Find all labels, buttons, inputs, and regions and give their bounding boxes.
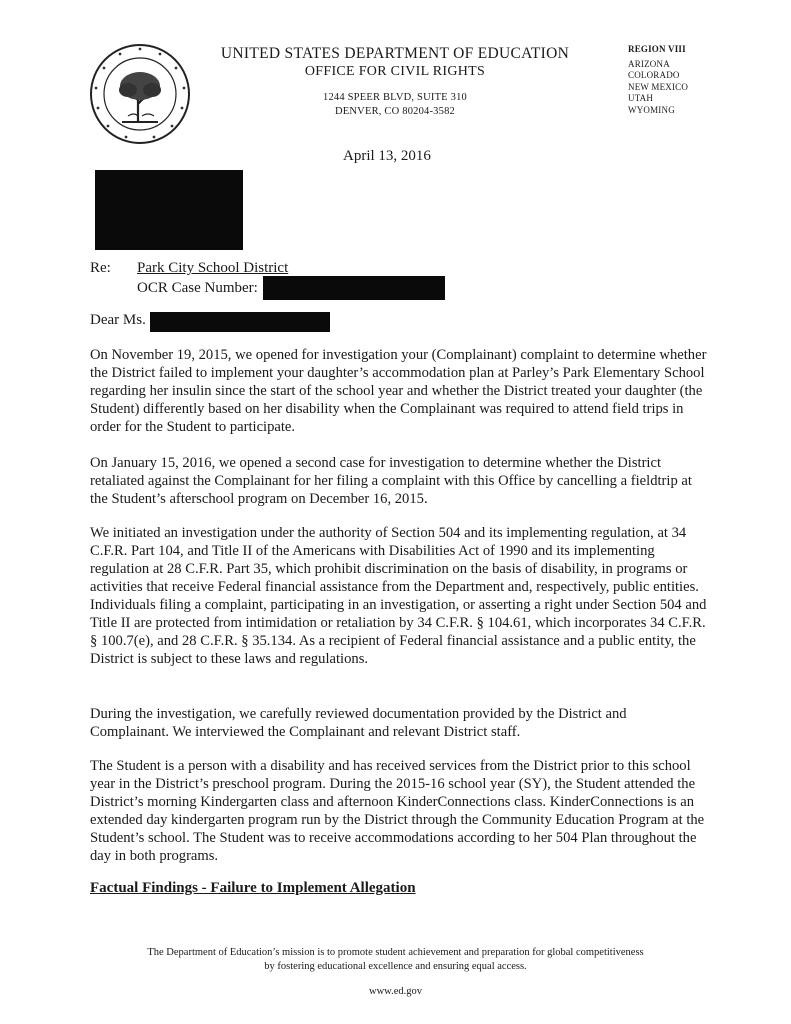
redacted-recipient-name	[150, 312, 330, 332]
paragraph-student-background: The Student is a person with a disability and has received services from the District prior to this school year in the District’s preschool program. During the 2015-16 school year (SY), the Student attended the District’s morning Kindergarten class and afternoon KinderConnections class. KinderConnections is an extended day kindergarten program run by the District through the Community Education Program at the Student’s school. The Student was to receive accommodations according to her 504 Plan throughout the day in both programs.	[90, 758, 705, 864]
mission-line-2: by fostering educational excellence and ensuring equal access.	[264, 961, 527, 972]
paragraph-legal-authority: We initiated an investigation under the authority of Section 504 and its implementing regulation, at 34 C.F.R. Part 104, and Title II of the Americans with Disabilities Act of 1990 and its implementing regulation at 28 C.F.R. Part 35, which prohibit discrimination on the basis of disability, in programs or activities that receive Federal financial assistance from the Department and, respectively, public entities. Individuals filing a complaint, participating in an investigation, or asserting a right under Section 504 and Title II are protected from intimidation or retaliation by 34 C.F.R. § 104.61, which incorporates 34 C.F.R. § 100.7(e), and 28 C.F.R. § 35.134. As a recipient of Federal financial assistance and a public entity, the District is subject to these laws and regulations.	[90, 525, 707, 667]
region-state: UTAH	[628, 93, 654, 103]
letterhead	[200, 44, 590, 119]
case-number-label: OCR Case Number:	[137, 280, 258, 296]
region-block	[628, 44, 718, 116]
redacted-recipient-address	[95, 170, 243, 250]
region-state: NEW MEXICO	[628, 81, 689, 92]
paragraph-second-case: On January 15, 2016, we opened a second case for investigation to determine whether the District retaliated against the Complainant for her filing a complaint with this Office by cancelling a fieldtrip at the Student’s afterschool program on December 16, 2015.	[90, 455, 692, 507]
department-seal	[88, 42, 192, 146]
website-url: www.ed.gov	[369, 986, 422, 997]
salutation: Dear Ms.	[90, 312, 146, 328]
paragraph-investigation-method: During the investigation, we carefully reviewed documentation provided by the District and Complainant. We interviewed the Complainant and relevant District staff.	[90, 706, 627, 740]
re-label: Re:	[90, 260, 111, 276]
address-line-2: DENVER, CO 80204-3582	[335, 106, 455, 117]
redacted-case-number	[263, 276, 445, 300]
office-address	[200, 91, 590, 119]
agency-name: UNITED STATES DEPARTMENT OF EDUCATION	[220, 45, 570, 62]
region-state: COLORADO	[628, 70, 680, 80]
address-line-1: 1244 SPEER BLVD, SUITE 310	[323, 92, 467, 103]
region-state: ARIZONA	[628, 58, 670, 69]
region-state: WYOMING	[628, 104, 675, 115]
mission-line-1: The Department of Education’s mission is to promote student achievement and preparation for global competitiveness	[147, 947, 644, 958]
section-heading: Factual Findings - Failure to Implement Allegation	[90, 880, 416, 896]
paragraph-investigation-opened: On November 19, 2015, we opened for investigation your (Complainant) complaint to determine whether the District failed to implement your daughter’s accommodation plan at Parley’s Park Elementary School regarding her insulin since the start of the school year and whether the District treated your daughter (the Student) differently based on her disability when the Complainant was required to attend field trips in order for the Student to participate.	[90, 347, 707, 435]
seal-emblem-icon	[88, 42, 192, 146]
letter-date: April 13, 2016	[343, 148, 431, 164]
office-name: OFFICE FOR CIVIL RIGHTS	[304, 64, 486, 79]
school-district: Park City School District	[137, 260, 289, 276]
mission-statement	[60, 946, 731, 974]
region-title: REGION VIII	[628, 44, 686, 54]
